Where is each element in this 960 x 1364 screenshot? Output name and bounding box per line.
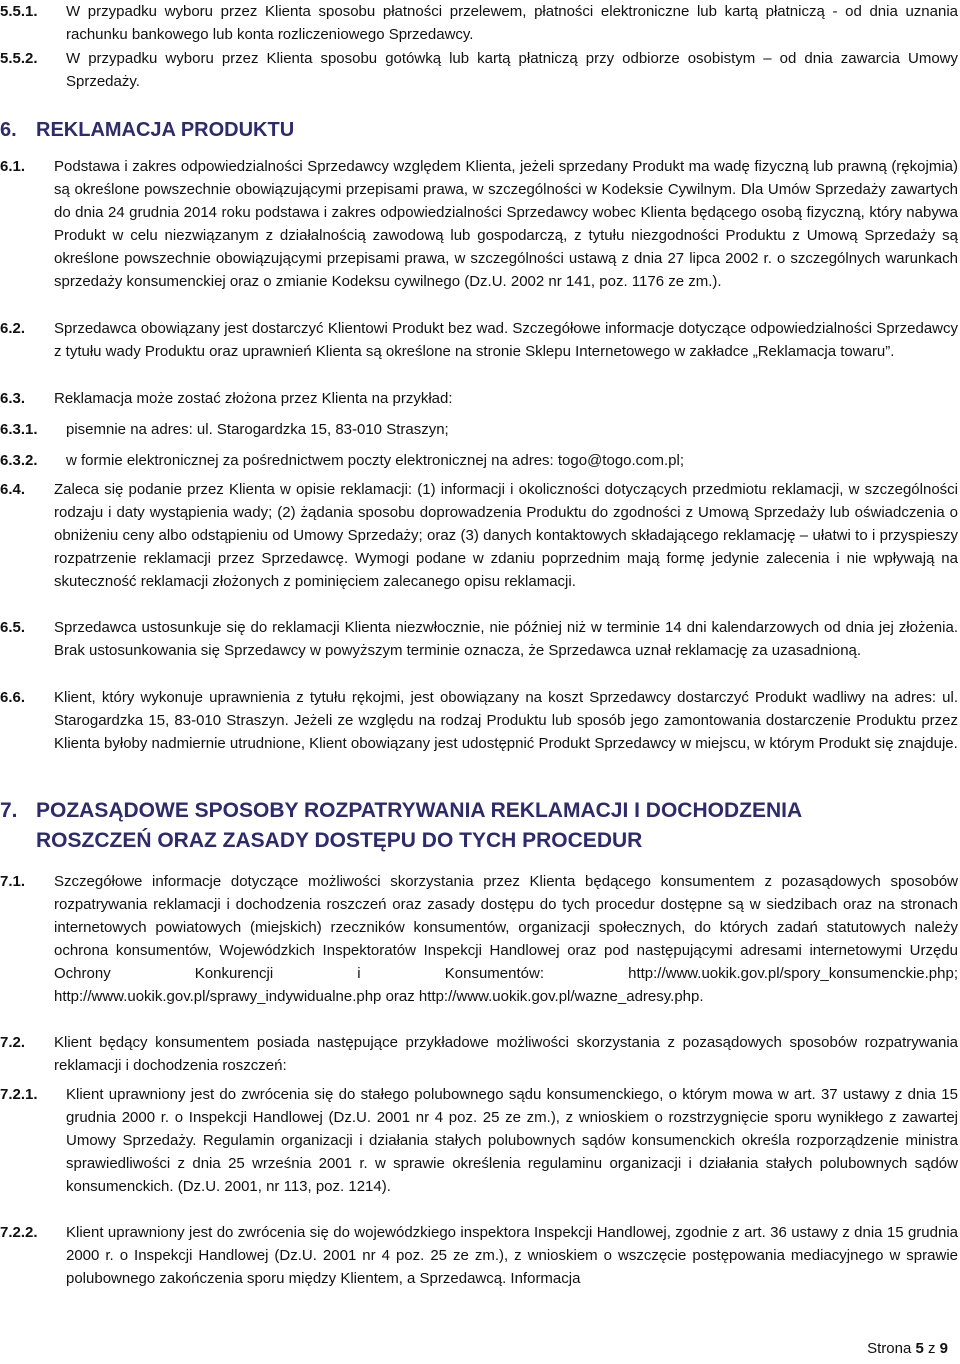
clause-number: 6.3.2.	[0, 452, 38, 469]
clause-number: 6.3.1.	[0, 421, 38, 438]
clause-text: pisemnie na adres: ul. Starogardzka 15, 83-010 Straszyn;	[66, 421, 449, 438]
clause-text: Klient uprawniony jest do zwrócenia się do wojewódzkiego inspektora Inspekcji Handlowej, zgodnie z art. 36 ustawy z dnia 15 grudnia 2000 r. o Inspekcji Handlowej (Dz.U. 2001 nr 4 poz. 25 ze zm.), z wnioskiem o wszczęcie postępowania mediacyjnego w sprawie polubownego zakończenia sporu między Klientem, a Sprzedawcą. Informacja	[66, 1224, 958, 1287]
footer-total: 9	[939, 1340, 948, 1357]
clause-text: Klient będący konsumentem posiada następujące przykładowe możliwości skorzystania z pozasądowych sposobów rozpatrywania reklamacji i dochodzenia roszczeń:	[54, 1034, 958, 1074]
clause-number: 7.2.2.	[0, 1224, 38, 1241]
clause-number: 6.1.	[0, 158, 26, 175]
clause-text: Klient uprawniony jest do zwrócenia się do stałego polubownego sądu konsumenckiego, o którym mowa w art. 37 ustawy z dnia 15 grudnia 2000 r. o Inspekcji Handlowej (Dz.U. 2001 nr 4 poz. 25 ze zm.), z wnioskiem o rozstrzygnięcie sporu wynikłego z zawartej Umowy Sprzedaży. Regulamin organizacji i działania stałych polubownych sądów konsumenckich określa rozporządzenie ministra sprawiedliwości z dnia 25 września 2001 r. w sprawie określenia regulaminu organizacji i działania stałych polubownych sądów konsumenckich. (Dz.U. 2001, nr 113, poz. 1214).	[66, 1086, 958, 1195]
clause-text: Sprzedawca obowiązany jest dostarczyć Klientowi Produkt bez wad. Szczegółowe informacje dotyczące odpowiedzialności Sprzedawcy z tytułu wady Produktu oraz uprawnień Klienta są określone na stronie Sklepu Internetowego w zakładce „Reklamacja towaru”.	[54, 320, 958, 360]
clause-number: 6.4.	[0, 481, 26, 498]
section-number: 6.	[0, 119, 17, 141]
footer-prefix: Strona	[867, 1340, 912, 1357]
clause-number: 7.1.	[0, 873, 26, 890]
clause-number: 7.2.1.	[0, 1086, 38, 1103]
clause-number: 6.2.	[0, 320, 26, 337]
clause-text: Szczegółowe informacje dotyczące możliwości skorzystania przez Klienta będącego konsumentem z pozasądowych sposobów rozpatrywania reklamacji i dochodzenia roszczeń oraz zasady dostępu do tych procedur dostępne są w siedzibach oraz na stronach internetowych powiatowych (miejskich) rzeczników konsumentów, organizacji społecznych, do których zadań statutowych należy ochrona konsumentów, Wojewódzkich Inspektoratów Inspekcji Handlowej oraz pod następującymi adresami internetowymi Urzędu Ochrony Konkurencji i Konsumentów: http://www.uokik.gov.pl/spory_konsumenckie.php; http://www.uokik.gov.pl/sprawy_indywidualne.php oraz http://www.uokik.gov.pl/wazne_adresy.php.	[54, 873, 958, 1005]
clause-number: 6.3.	[0, 390, 26, 407]
clause-number: 5.5.2.	[0, 50, 38, 67]
section-title-line-2: ROSZCZEŃ ORAZ ZASADY DOSTĘPU DO TYCH PROCEDUR	[36, 829, 643, 852]
clause-text: Podstawa i zakres odpowiedzialności Sprzedawcy względem Klienta, jeżeli sprzedany Produkt ma wadę fizyczną lub prawną (rękojmia) są określone powszechnie obowiązującymi przepisami prawa, w szczególności w Kodeksie Cywilnym. Dla Umów Sprzedaży zawartych do dnia 24 grudnia 2014 roku podstawa i zakres odpowiedzialności Sprzedawcy wobec Klienta będącego osobą fizyczną, który nabywa Produkt w celu niezwiązanym z działalnością zawodową lub gospodarczą, z tytułu niezgodności Produktu z Umową Sprzedaży są określone powszechnie obowiązującymi przepisami prawa, w szczególności ustawą z dnia 27 lipca 2002 r. o szczególnych warunkach sprzedaży konsumenckiej oraz o zmianie Kodeksu cywilnego (Dz.U. 2002 nr 141, poz. 1176 ze zm.).	[54, 158, 958, 290]
footer-sep: z	[927, 1340, 936, 1357]
page-number-footer	[867, 1340, 948, 1357]
clause-text: Sprzedawca ustosunkuje się do reklamacji Klienta niezwłocznie, nie później niż w terminie 14 dni kalendarzowych od dnia jej złożenia. Brak ustosunkowania się Sprzedawcy w powyższym terminie oznacza, że Sprzedawca uznał reklamację za uzasadnioną.	[54, 619, 958, 659]
section-title: REKLAMACJA PRODUKTU	[36, 119, 295, 141]
clause-text: Reklamacja może zostać złożona przez Klienta na przykład:	[54, 390, 453, 407]
clause-text: W przypadku wyboru przez Klienta sposobu płatności przelewem, płatności elektroniczne lub kartą płatniczą - od dnia uznania rachunku bankowego lub konta rozliczeniowego Sprzedawcy.	[66, 3, 958, 43]
footer-page: 5	[915, 1340, 924, 1357]
clause-number: 5.5.1.	[0, 3, 38, 20]
section-heading-7	[0, 796, 802, 856]
clause-number: 6.5.	[0, 619, 26, 636]
section-heading-6	[0, 115, 294, 145]
clause-text: W przypadku wyboru przez Klienta sposobu gotówką lub kartą płatniczą przy odbiorze osobistym – od dnia zawarcia Umowy Sprzedaży.	[66, 50, 958, 90]
clause-text: Zaleca się podanie przez Klienta w opisie reklamacji: (1) informacji i okoliczności dotyczących przedmiotu reklamacji, w szczególności rodzaju i daty wystąpienia wady; (2) żądania sposobu doprowadzenia Produktu do zgodności z Umową Sprzedaży lub oświadczenia o obniżeniu ceny albo odstąpieniu od Umowy Sprzedaży; oraz (3) danych kontaktowych składającego reklamację – ułatwi to i przyspieszy rozpatrzenie reklamacji przez Sprzedawcę. Wymogi podane w zdaniu poprzednim mają formę jedynie zalecenia i nie wpływają na skuteczność reklamacji złożonych z pominięciem zalecanego opisu reklamacji.	[54, 481, 958, 590]
clause-number: 7.2.	[0, 1034, 26, 1051]
clause-number: 6.6.	[0, 689, 26, 706]
clause-text: w formie elektronicznej za pośrednictwem poczty elektronicznej na adres: togo@togo.com.pl;	[66, 452, 685, 469]
clause-text: Klient, który wykonuje uprawnienia z tytułu rękojmi, jest obowiązany na koszt Sprzedawcy dostarczyć Produkt wadliwy na adres: ul. Starogardzka 15, 83-010 Straszyn. Jeżeli ze względu na rodzaj Produktu lub sposób jego zamontowania dostarczenie Produktu przez Klienta byłoby nadmiernie utrudnione, Klient obowiązany jest udostępnić Produkt Sprzedawcy w miejscu, w którym Produkt się znajduje.	[54, 689, 958, 752]
section-title-line-1: POZASĄDOWE SPOSOBY ROZPATRYWANIA REKLAMACJI I DOCHODZENIA	[36, 799, 803, 822]
section-number: 7.	[0, 799, 18, 822]
